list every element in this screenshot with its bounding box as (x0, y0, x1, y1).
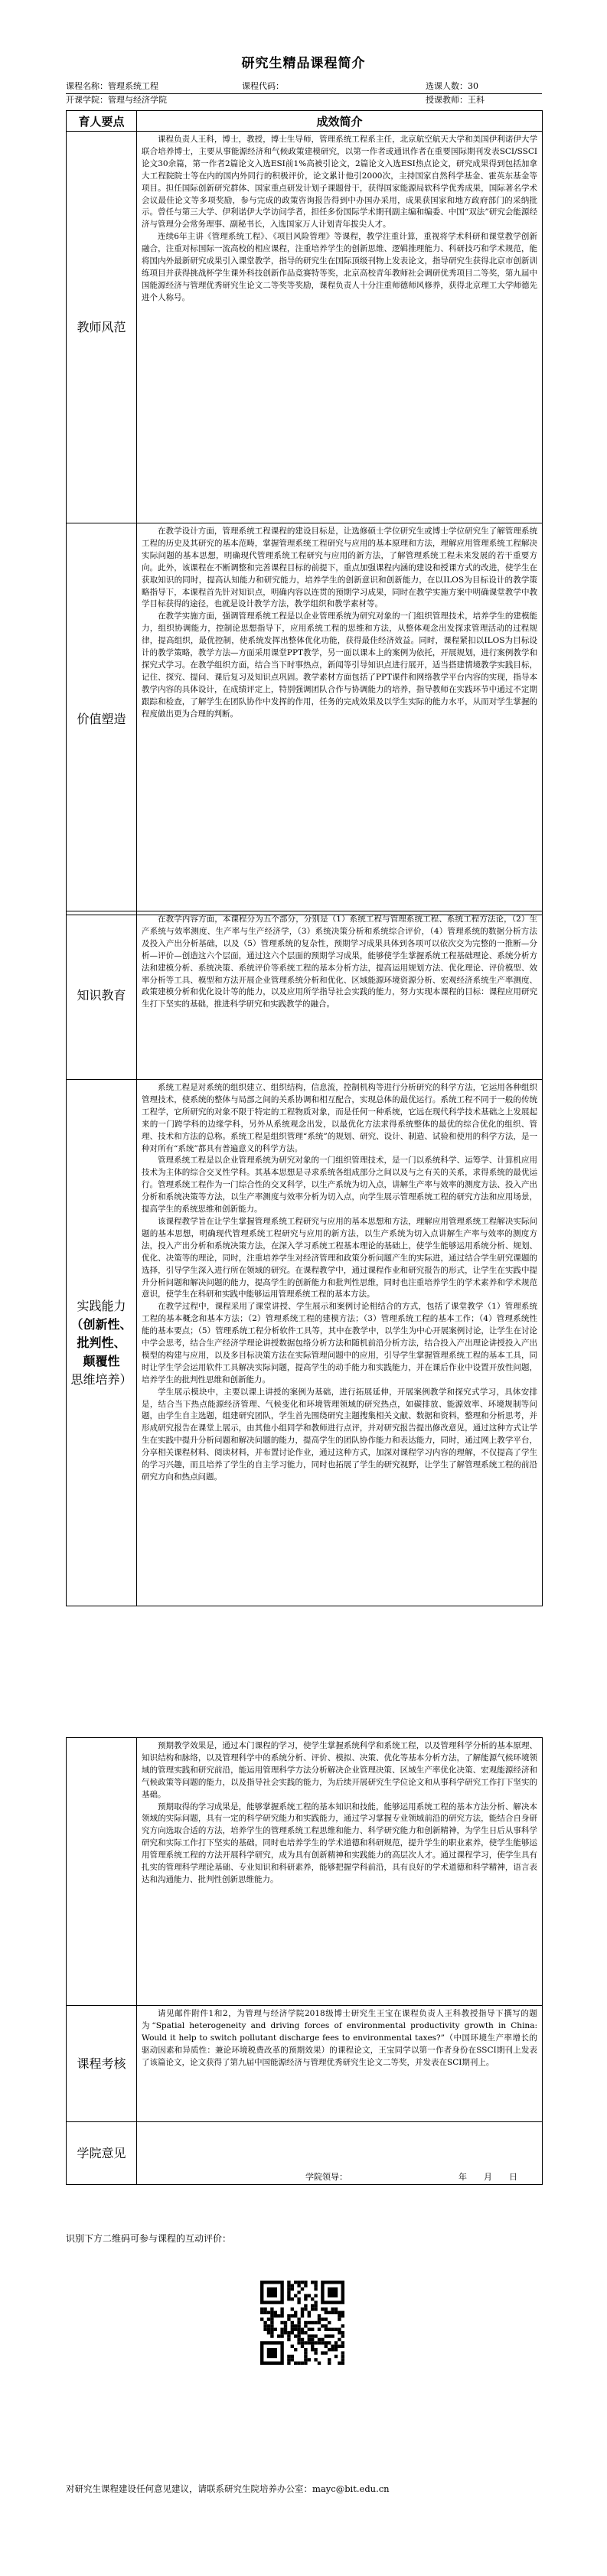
label-knowledge: 知识教育 (67, 911, 137, 1080)
values-para-2: 在教学实施方面，强调管理系统工程是以企业管理系统为研究对象的一门组织管理技术，培养学生的建模能力，组织协调能力，控制论思想指导下，应用系统工程的思维和方法，从整体观念出发探求管理活动的过程规律，提高组织，最优控制，使系统发挥出整体优化功能，获得最佳经济效益。同时，课程紧扣以ILOS为目标设计的教学策略，教学方法—方面采用课堂PPT教学，另一面以课本上的案例为依托，开展规划，进行案例教学和探究式学习。在教学组织方面，结合当下时事热点，新闻等引导知识点进行展开，适当搭建情境教学实践目标，记住、探究、提问、课后复习及知识点巩固。教学素材方面包括了PPT课件和网络教学平台内容的实现，指导本教学内容的具体设计，在成绩评定上，特别强调团队合作与协调能力的培养，指导教师在实践环节中通过不定期跟踪和检查，了解学生在团队协作中发挥的作用，任务的完成效果及以学生实际的能力水平，从而对学生掌握的程度做出更为合理的判断。 (142, 611, 537, 719)
practice-para-6: 预期教学效果是，通过本门课程的学习，使学生掌握系统科学和系统工程，以及管理科学分析的基本原理、知识结构和脉络，以及管理科学中的系统分析、评价、模拟、决策、优化等基本分析方法，了解能源气候环境领域的管理实践和研究前沿，能运用管理科学方法分析解决企业管理决策、区域生产率优化决策、宏观能源经济和气候政策等问题的能力，以及指导社会实践的能力，为后续开展研究生学位论文和从事科学研究工作打下坚实的基础。 (142, 1741, 537, 1799)
practice-label-line-1: 实践能力 (77, 1298, 126, 1313)
practice-label-line-2: （创新性、 (70, 1316, 132, 1332)
practice-para-4: 在教学过程中，课程采用了课堂讲授、学生展示和案例讨论相结合的方式，包括了课堂教学（1）管理系统工程的基本概念和基本方法；（2）管理系统工程的建模方法；（3）管理系统工程的基本工作；（4）管理系统性能的基本要点；（5）管理系统工程分析软件工具等，其中在教学中，以学生为中心开展案例讨论，让学生在讨论中学会思考，结合生产经济学理论讲授数据包络分析方法和随机前沿分析方法，结合投入产出理论讲授投入产出模型的构建与应用，以及多目标决策方法在实际管理问题中的应用，引导学生掌握管理系统工程的基本工具，同时让学生学会运用软件工具解决实际问题，提高学生的动手能力和实践能力，并在课后作业中设置开放性问题，培养学生的批判性思维和创新能力。 (142, 1302, 537, 1384)
qr-code-image (260, 2281, 344, 2365)
assessment-para-1: 请见邮件附件1和2，为管理与经济学院2018级博士研究生王宝在课程负责人王科教授指导下撰写的题为“Spatial heterogeneity and driving forces of environmental productivity growth in China: Would it help to switch pollutant discharge fees to environmental taxes?”（中国环境生产率增长的驱动因素和异质性：兼论环境税费改革的预期效果）的课程论文，王宝同学以第一作者身份在SSCI期刊上发表了该篇论文，论文获得了第九届中国能源经济与管理优秀研究生论文二等奖，并发表在SCI期刊上。 (142, 2009, 537, 2067)
values-text (137, 523, 543, 915)
meta-divider (66, 93, 542, 94)
label-values: 价值塑造 (67, 523, 137, 915)
practice-label-line-4: 颠覆性 (83, 1353, 120, 1368)
values-para-1: 在教学设计方面，管理系统工程课程的建设目标是，让选修硕士学位研究生或博士学位研究生了解管理系统工程的历史及其研究的基本范畴，掌握管理系统工程研究与应用的基本原理和方法，理解应用管理系统工程解决实际问题的基本思想，明确现代管理系统工程研究与应用的新方法，了解管理系统工程未来发展的若干重要方向。此外，该课程在不断调整和完善课程目标的前提下，重点加强课程内涵的建设和授课方式的改进，使学生在获取知识的同时，提高认知能力和研究能力，培养学生的创新意识和创新能力，在以ILOS为目标设计的教学策略指导下，本课程首先针对知识点，明确内容以连贯的预期学习成果，同时在教学实施方案中明确课堂教学中教学目标获得的途径，也就是设计教学方法，教学组织和教学素材等。 (142, 527, 537, 609)
label-opinion: 学院意见 (67, 2122, 137, 2185)
teacher-para-1: 课程负责人王科，博士，教授，博士生导师，管理系统工程系主任，北京航空航天大学和美国伊利诺伊大学联合培养博士，主要从事能源经济和气候政策建模研究，以第一作者或通讯作者在重要国际期刊发表SCI/SSCI论文30余篇，第一作者2篇论文入选ESI前1%高被引论文，2篇论文入选ESI热点论文，研究成果得到包括加拿大工程院院士等在内的国内外同行的积极评价，论文累计他引2000次，主持国家自然科学基金、霍英东基金等项目。担任国际创新研究群体、国家重点研发计划子课题骨干，获得国家能源局软科学优秀成果，国际著名学术会议最佳论文等多项奖励，参与完成的政策咨询报告得到中办国办采用，成果获国家和地方政府部门的采纳批示。曾任与第三大学、伊利诺伊大学访问学者，担任多份国际学术期刊副主编和编委、中国“双法”研究会能源经济与管理分会常务理事、副秘书长，入选国家万人计划青年拔尖人才。 (142, 135, 537, 230)
header-outcomes: 成效简介 (137, 111, 543, 132)
page-title: 研究生精品课程简介 (241, 56, 366, 71)
teacher-text (137, 132, 543, 523)
course-table-page-2 (66, 911, 543, 1606)
practice-text-1 (137, 1080, 543, 1606)
practice-label-line-3: 批判性、 (77, 1335, 126, 1350)
practice-para-2: 管理系统工程是以企业管理系统为研究对象的一门组织管理技术，是一门以系统科学、运筹学、计算机应用技术为主体的综合交叉性学科。其基本思想是寻求系统各组成部分之间以及与之有关的关系，求得系统的最优运行。管理系统工程作为一门综合性的交叉科学，以生产系统为切入点，讲解生产率与效率的测度方法、投入产出分析和系统决策等方法，以生产率测度与效率分析为切入点，向学生展示管理系统工程的研究方法和应用场景，提高学生的系统思维和创新能力。 (142, 1156, 537, 1215)
practice-label-continued (67, 1738, 137, 2006)
qr-caption: 识别下方二维码可参与课程的互动评价： (66, 2233, 232, 2244)
knowledge-text (137, 911, 543, 1080)
label-practice (67, 1080, 137, 1606)
course-code: 课程代码： (242, 81, 284, 91)
instructor: 授课教师：王科 (426, 95, 485, 105)
label-teacher: 教师风范 (67, 132, 137, 523)
opinion-date: 年 月 日 (459, 2172, 517, 2182)
meta-row-2 (66, 95, 542, 106)
enrollment: 选课人数：30 (426, 81, 478, 91)
school: 开课学院：管理与经济学院 (66, 95, 167, 105)
assessment-text (137, 2006, 543, 2122)
opinion-cell (137, 2122, 543, 2185)
opinion-leader: 学院领导： (305, 2172, 348, 2182)
course-name: 课程名称：管理系统工程 (66, 81, 158, 91)
practice-para-3: 该课程教学旨在让学生掌握管理系统工程研究与应用的基本思想和方法，理解应用管理系统工程解决实际问题的基本思想，明确现代管理系统工程研究与应用的新方法，以生产系统为切入点讲解生产率与效率的测度方法，投入产出分析和系统决策方法，在深入学习系统工程基本理论的基础上，使学生能够运用系统分析、规划、优化、决策等的理论，同时，注重培养学生对经济管理和政策分析问题产生的实际进，通过结合学生研究课题的选择，引导学生深入进行所在领域的研究。在课程教学中，通过课程作业和研究报告的形式，让学生在实践中提升分析问题和解决问题的能力，提高学生的创新能力和批判性思维，同时也注重培养学生的学术素养和学术规范意识，使学生在科研和实践中能够运用管理系统工程的基本方法。 (142, 1216, 537, 1299)
practice-label-line-5: 思维培养） (70, 1371, 132, 1387)
practice-para-7: 预期取得的学习成果是，能够掌握系统工程的基本知识和技能，能够运用系统工程的基本方法分析、解决本领域的实际问题，具有一定的科学研究能力和实践能力，通过学习掌握专业领域前沿的研究方法，能结合自身研究方向选取合适的方法，培养学生的管理系统工程思维和能力、科学研究能力和创新精神，为学生日后从事科学研究和实际工作打下坚实的基础，同时也培养学生的学术道德和科研规范，提升学生的职业素养，使学生能够运用管理系统工程的方法开展科学研究，成为具有创新精神和实践能力的高层次人才。通过课程学习，使学生具有扎实的管理科学理论基础、专业知识和科研素养，能够把握学科前沿，具有良好的学术道德和科学精神，语言表达和沟通能力、批判性创新思维能力。 (142, 1802, 537, 1884)
course-table-page-1 (66, 110, 543, 915)
meta-row-1 (66, 81, 542, 92)
qr-code[interactable] (260, 2281, 344, 2365)
practice-para-5: 学生展示模块中，主要以课上讲授的案例为基础，进行拓展延伸，开展案例教学和探究式学习，具体安排是，结合当下热点能源经济管理、气候变化和环境管理领域的研究热点，如碳排放、能源效率、环境规制等问题，由学生自主选题，组建研究团队，学生首先围绕研究主题搜集相关文献、数据和资料，整理和分析思考，并形成研究报告在课堂上展示，由其他小组同学和教师进行点评，并对研究报告提出修改意见，通过这种方式让学生在实践中提升分析问题和解决问题的能力，提高学生的团队协作能力和表达能力，同时，通过网上教学平台，分享相关课程材料、阅读材料，并布置讨论作业，通过这种方式，加深对课程学习内容的理解，不仅提高了学生的学习兴趣，而且培养了学生的自主学习能力，同时也拓展了学生的研究视野，让学生了解管理系统工程的前沿研究方向和热点问题。 (142, 1387, 537, 1482)
knowledge-para-1: 在教学内容方面，本课程分为五个部分，分别是（1）系统工程与管理系统工程、系统工程方法论，（2）生产系统与效率测度、生产率与生产经济学，（3）系统决策分析和系统综合评价，（4）管理系统的数据分析方法及投入产出分析基础，以及（5）管理系统的复杂性，预期学习成果具体到各项可以依次交为完整的一推断—分析—评价—创造这六个层面，通过这六个层面的预期学习成果，能够使学生掌握系统工程基础理论、系统分析方法和建模分析、系统决策、系统评价等系统工程的基本分析方法，提高运用规划方法、优化理论、评价模型、效率分析等工具、模型和方法开展企业管理系统分析和优化、区域能源环境资源分析、宏观经济系统生产率测度、政策建模分析和优化设计等的能力，以及应用所学指导社会实践的能力，努力实现本课程的目标：课程应用研究生打下坚实的基础，推进科学研究和实践教学的融合。 (142, 915, 537, 1009)
label-assessment: 课程考核 (67, 2006, 137, 2122)
practice-para-1: 系统工程是对系统的组织建立、组织结构，信息流，控制机构等进行分析研究的科学方法，它运用各种组织管理技术，使系统的整体与局部之间的关系协调和相互配合，实现总体的最优运行。系统工程不同于一般的传统工程学，它所研究的对象不限于特定的工程物质对象，而是任何一种系统，它远在现代科学技术基础之上发展起来的一门跨学科的边缘学科，另外从系统观念出发，以最优化方法求得系统整体的最优的综合优化的组织、管理、技术和方法的总称。系统工程是组织管理“系统”的规划、研究、设计、制造、试验和使用的科学方法，是一种对所有“系统”都具有普遍意义的科学方法。 (142, 1083, 537, 1153)
footer-note: 对研究生课程建设任何意见建议，请联系研究生院培养办公室：mayc@bit.edu.cn (66, 2483, 390, 2494)
course-table-page-3 (66, 1737, 543, 2185)
teacher-para-2: 连续6年主讲《管理系统工程》、《项目风险管理》等课程，教学注重计算，重视将学术科研和课堂教学创新融合，注重对标国际一流高校的相应课程，注重培养学生的创新思维、逻辑推理能力、科研技巧和学术规范，能将国内外最新研究成果引入课堂教学，指导的研究生在国际顶级刊物上发表论文，指导研究生获得北京市创新训练项目并获得挑战杯学生课外科技创新作品竞赛特等奖，北京高校青年教师社会调研优秀项目二等奖，第九届中国能源经济与管理优秀研究生论文二等奖等奖励，课程负责人十分注重师德师风修养，获得北京理工大学师德先进个人称号。 (142, 232, 537, 302)
practice-text-2 (137, 1738, 543, 2006)
header-key-points: 育人要点 (67, 111, 137, 132)
